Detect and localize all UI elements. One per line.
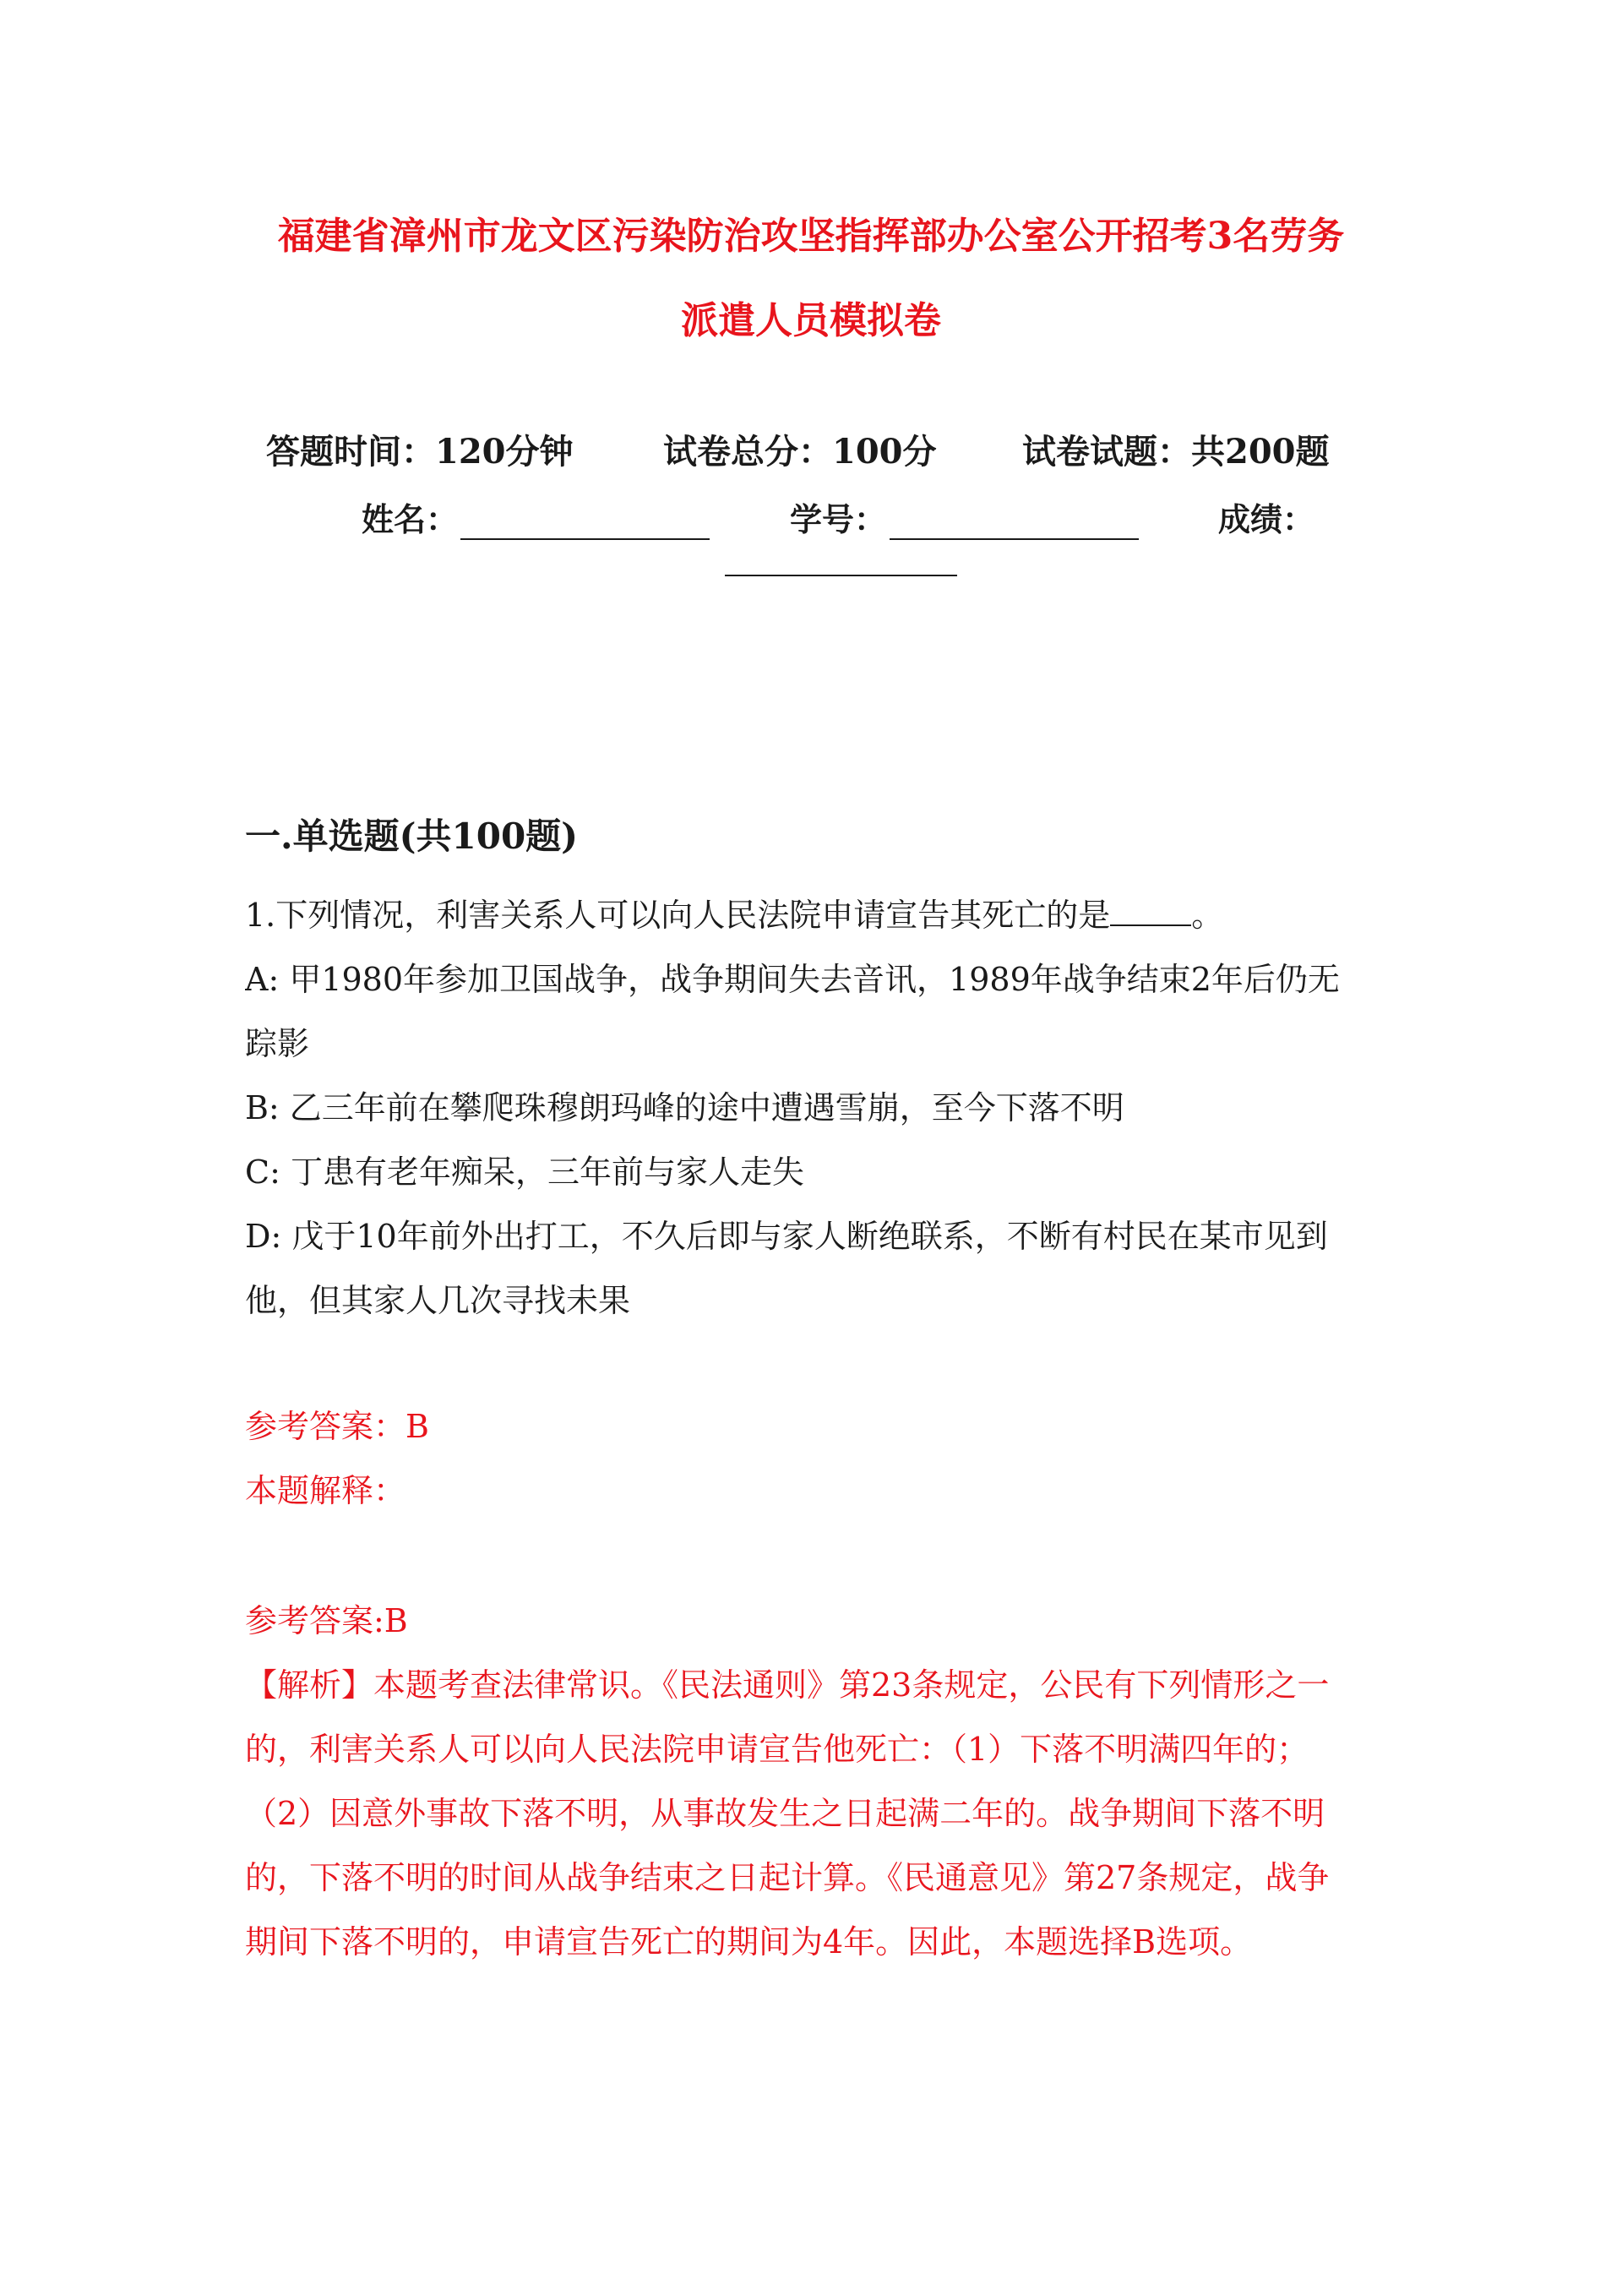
grade-blank-line xyxy=(725,575,957,576)
option-b: B: 乙三年前在攀爬珠穆朗玛峰的途中遭遇雪崩，至今下落不明 xyxy=(245,1089,1124,1126)
exam-time: 答题时间：120分钟 xyxy=(266,432,574,472)
analysis-line-4: 的，下落不明的时间从战争结束之日起计算。《民通意见》第27条规定，战争 xyxy=(245,1859,1330,1896)
option-a-line-2: 踪影 xyxy=(245,1025,310,1062)
option-c: C: 丁患有老年痴呆，三年前与家人走失 xyxy=(245,1153,804,1191)
question-1-stem-text: 1.下列情况，利害关系人可以向人民法院申请宣告其死亡的是 xyxy=(245,897,1111,934)
student-id-label: 学号： xyxy=(790,500,887,538)
analysis-line-1: 【解析】本题考查法律常识。《民法通则》第23条规定，公民有下列情形之一 xyxy=(245,1666,1330,1704)
question-1-stem-end: 。 xyxy=(1191,897,1224,934)
name-blank-line xyxy=(460,538,710,540)
option-a-line-1: A: 甲1980年参加卫国战争，战争期间失去音讯，1989年战争结束2年后仍无 xyxy=(245,961,1340,998)
student-fields xyxy=(0,494,1622,545)
reference-answer-1: 参考答案：B xyxy=(245,1408,429,1445)
analysis-line-5: 期间下落不明的，申请宣告死亡的期间为4年。因此，本题选择B选项。 xyxy=(245,1923,1253,1961)
analysis-line-3: （2）因意外事故下落不明，从事故发生之日起满二年的。战争期间下落不明 xyxy=(245,1795,1325,1832)
reference-answer-2: 参考答案:B xyxy=(245,1602,408,1639)
name-label: 姓名： xyxy=(362,500,459,538)
grade-label: 成绩： xyxy=(1218,500,1315,538)
answer-block-1 xyxy=(245,1394,1377,1523)
exam-total-score: 试卷总分：100分 xyxy=(663,432,937,472)
answer-blank xyxy=(1110,899,1191,926)
exam-title-line-2: 派遣人员模拟卷 xyxy=(681,299,941,342)
question-1 xyxy=(245,883,1377,1333)
question-1-stem xyxy=(245,883,1377,947)
section-heading: 一.单选题(共100题) xyxy=(245,815,579,857)
explanation-label: 本题解释： xyxy=(245,1472,406,1509)
exam-title-line-1: 福建省漳州市龙文区污染防治攻坚指挥部办公室公开招考3名劳务 xyxy=(277,215,1345,258)
exam-question-count: 试卷试题：共200题 xyxy=(1022,432,1330,472)
student-id-blank-line xyxy=(890,538,1139,540)
answer-block-2 xyxy=(245,1589,1377,1974)
option-d-line-2: 他，但其家人几次寻找未果 xyxy=(245,1282,631,1319)
option-d-line-1: D: 戊于10年前外出打工，不久后即与家人断绝联系，不断有村民在某市见到 xyxy=(245,1218,1328,1255)
analysis-line-2: 的，利害关系人可以向人民法院申请宣告他死亡：（1）下落不明满四年的； xyxy=(245,1731,1309,1768)
